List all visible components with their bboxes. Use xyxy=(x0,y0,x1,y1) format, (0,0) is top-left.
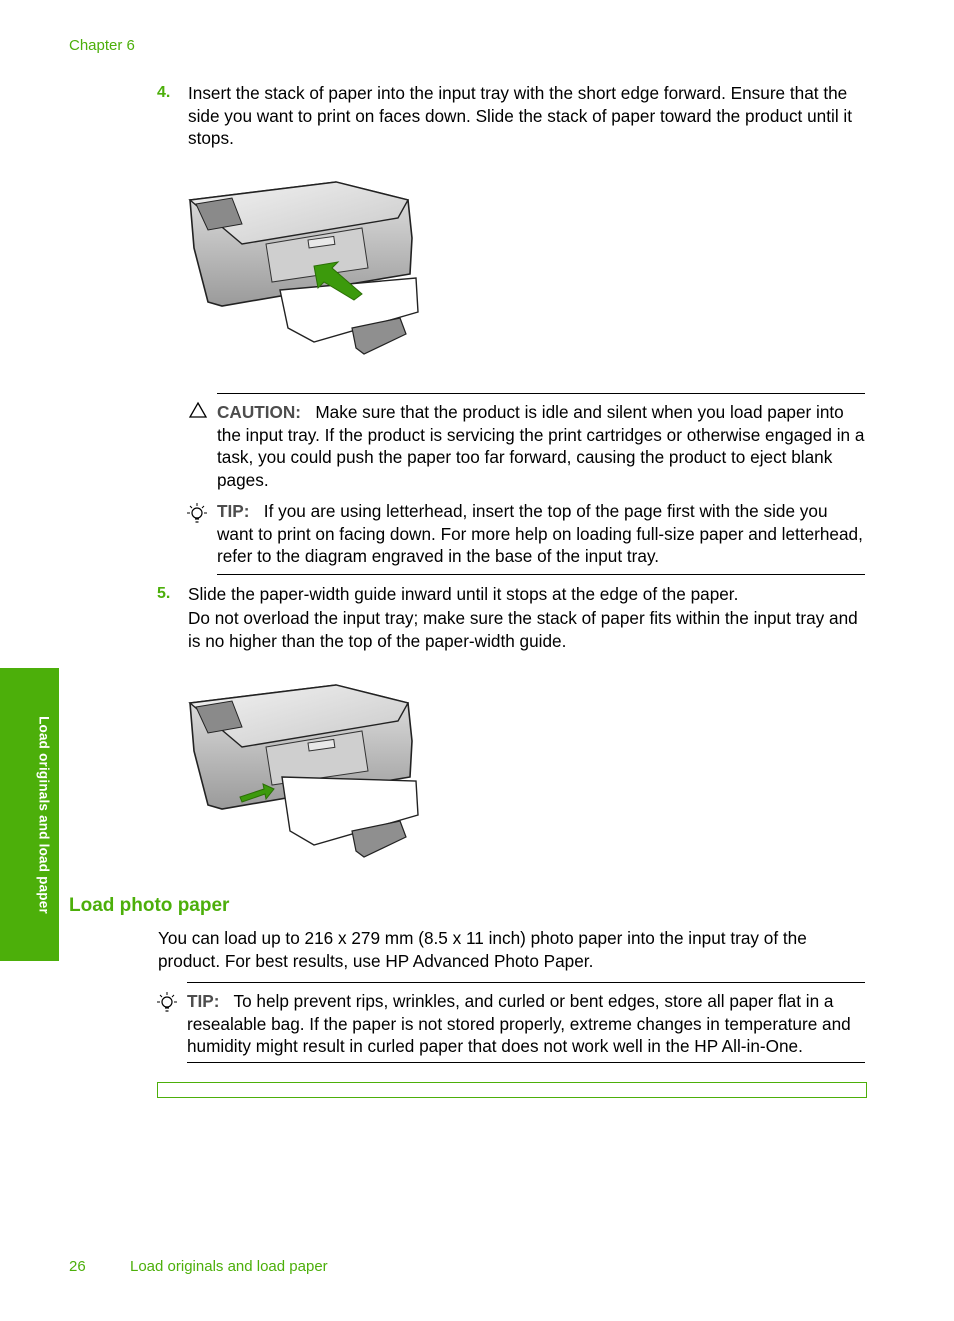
tip-label-2: TIP: xyxy=(187,991,220,1011)
tip-label-1: TIP: xyxy=(217,501,250,521)
chapter-header: Chapter 6 xyxy=(69,37,135,54)
tip2-bottom-rule xyxy=(187,1062,865,1063)
step-4-text: Insert the stack of paper into the input tray with the short edge forward. Ensure that the side you want to print on faces down. Slide the stack of paper toward the product until it stops. xyxy=(188,83,853,148)
tip-text-2: To help prevent rips, wrinkles, and curled or bent edges, store all paper flat in a resealable bag. If the paper is not stored properly, extreme changes in temperature and humidity might result in curled paper that does not work well in the HP All-in-One. xyxy=(187,991,851,1056)
step-5-extra-text: Do not overload the input tray; make sure the stack of paper fits within the input tray and is no higher than the top of the paper-width guide. xyxy=(188,608,858,651)
footer-section: Load originals and load paper xyxy=(130,1258,328,1275)
tip-text-1: If you are using letterhead, insert the top of the page first with the side you want to print on facing down. For more help on loading full-size paper and letterhead, refer to the diagram engraved in the base of the input tray. xyxy=(217,501,863,566)
section-intro: You can load up to 216 x 279 mm (8.5 x 11 inch) photo paper into the input tray of the product. For best results, use HP Advanced Photo Paper. xyxy=(158,928,807,971)
green-outline-box xyxy=(157,1082,867,1098)
side-tab-label: Load originals and load paper xyxy=(36,716,52,914)
tip-block-2 xyxy=(187,990,869,1058)
caution-block xyxy=(217,401,867,491)
step-5-number: 5. xyxy=(157,585,171,602)
step-4-number: 4. xyxy=(157,84,171,101)
tip-bottom-rule xyxy=(217,574,865,575)
tip2-top-rule xyxy=(187,982,865,983)
printer-illustration-width-guide xyxy=(186,681,422,863)
tip-lightbulb-icon xyxy=(156,991,178,1015)
caution-label: CAUTION: xyxy=(217,402,302,422)
section-heading: Load photo paper xyxy=(69,895,230,916)
printer-illustration-load-paper xyxy=(186,178,422,360)
caution-top-rule xyxy=(217,393,865,394)
tip-lightbulb-icon xyxy=(186,502,208,526)
step-5-text: Slide the paper-width guide inward until it stops at the edge of the paper. xyxy=(188,584,739,604)
caution-icon xyxy=(188,401,208,419)
caution-text: Make sure that the product is idle and silent when you load paper into the input tray. If the product is servicing the print cartridges or otherwise engaged in a task, you could push the paper too far forward, causing the product to eject blank pages. xyxy=(217,402,865,490)
tip-block-1 xyxy=(217,500,867,568)
footer-page-number: 26 xyxy=(69,1258,86,1275)
